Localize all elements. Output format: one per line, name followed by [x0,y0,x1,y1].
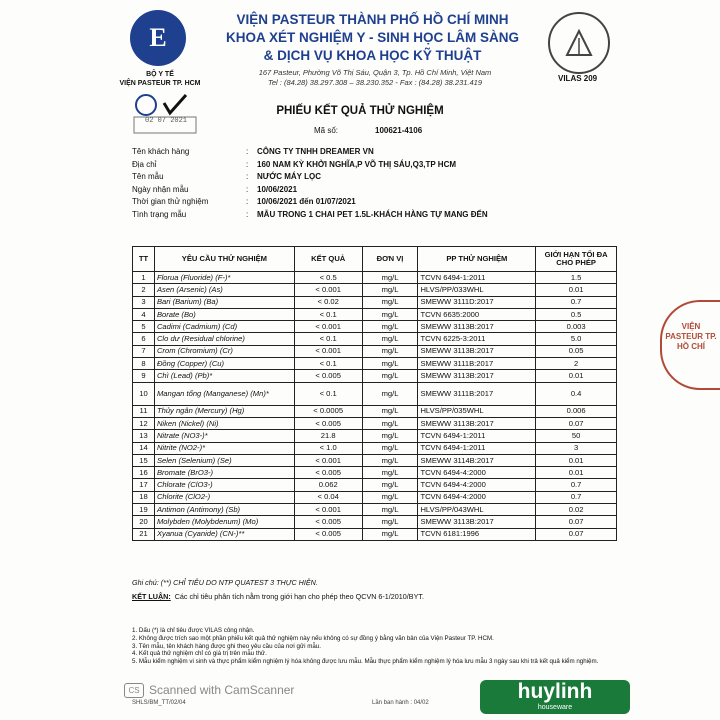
camscanner-watermark: CS Scanned with CamScanner [124,683,294,698]
stamp-date: 02 07 2021 [145,117,188,125]
issue-number: Lần ban hành : 04/02 [372,700,429,706]
max-limit: 0.02 [536,504,617,516]
unit: mg/L [362,417,418,429]
note-item: 5. Mẫu kiểm nghiệm vi sinh và thực phẩm kiểm nghiệm lý hóa không được lưu mẫu. Mẫu thực phẩm kiểm nghiệm lý hóa lưu mẫu 3 ngày sau khi trả kết quả kiểm nghiệm. [132,658,599,666]
test-name: Nitrate (NO3-)* [154,430,294,442]
max-limit: 0.01 [536,370,617,382]
report-title: PHIẾU KẾT QUẢ THỬ NGHIỆM [276,105,444,117]
test-method: TCVN 6494-1:2011 [418,272,536,284]
max-limit: 5.0 [536,333,617,345]
row-index: 19 [133,504,155,516]
row-index: 12 [133,417,155,429]
unit: mg/L [362,442,418,454]
test-name: Selen (Selenium) (Se) [154,454,294,466]
test-name: Bromate (BrO3-) [154,467,294,479]
row-index: 3 [133,296,155,308]
table-row [133,370,617,382]
accreditation-seal-icon [548,12,610,74]
result-value: < 0.001 [294,321,362,333]
table-row [133,417,617,429]
max-limit: 3 [536,442,617,454]
row-index: 15 [133,454,155,466]
test-name: Mangan tổng (Manganese) (Mn)* [154,382,294,405]
test-method: HLVS/PP/043WHL [418,504,536,516]
table-row [133,296,617,308]
info-row: Thời gian thử nghiệm : 10/06/2021 đến 01/07/2021 [132,197,356,207]
col-header: TT [133,247,155,272]
info-row: Tên mẫu : NƯỚC MÁY LỌC [132,172,321,182]
result-value: < 0.005 [294,467,362,479]
brand-name: huylinh [517,680,593,703]
test-method: TCVN 6635:2000 [418,308,536,320]
unit: mg/L [362,296,418,308]
result-value: < 0.005 [294,528,362,540]
test-method: TCVN 6494-4:2000 [418,479,536,491]
test-name: Xyanua (Cyanide) (CN-)** [154,528,294,540]
institute-name: VIỆN PASTEUR THÀNH PHỐ HỒ CHÍ MINH [236,12,509,27]
code-label: Mã số: [314,126,339,135]
table-row [133,345,617,357]
result-value: < 0.04 [294,491,362,503]
result-value: < 0.005 [294,417,362,429]
result-value: < 0.1 [294,308,362,320]
result-value: < 1.0 [294,442,362,454]
test-method: SMEWW 3113B:2017 [418,417,536,429]
row-index: 4 [133,308,155,320]
row-index: 9 [133,370,155,382]
result-value: 21.8 [294,430,362,442]
note-item: 2. Không được trích sao một phần phiếu kết quả thử nghiệm này nếu không có sự đồng ý bằng văn bản của Viện Pasteur TP. HCM. [132,634,494,642]
result-value: < 0.005 [294,370,362,382]
note-item: 1. Dấu (*) là chỉ tiêu được VILAS công nhận. [132,627,255,634]
row-index: 21 [133,528,155,540]
max-limit: 0.7 [536,479,617,491]
department-name: KHOA XÉT NGHIỆM Y - SINH HỌC LÂM SÀNG [225,30,520,45]
test-method: TCVN 6494-4:2000 [418,491,536,503]
test-name: Clo dư (Residual chlorine) [154,333,294,345]
max-limit: 2 [536,358,617,370]
test-method: SMEWW 3111B:2017 [418,382,536,405]
result-value: < 0.001 [294,454,362,466]
table-row [133,358,617,370]
red-seal-stamp: VIỆN PASTEUR TP. HỒ CHÍ [660,300,720,390]
table-row [133,442,617,454]
result-value: < 0.02 [294,296,362,308]
test-name: Borate (Bo) [154,308,294,320]
col-header: PP THỬ NGHIỆM [418,247,536,272]
max-limit: 0.07 [536,417,617,429]
test-method: TCVN 6494-4:2000 [418,467,536,479]
unit: mg/L [362,358,418,370]
row-index: 13 [133,430,155,442]
test-method: TCVN 6181:1996 [418,528,536,540]
table-row [133,284,617,296]
note-item: 4. Kết quả thử nghiệm chỉ có giá trị trên mẫu thử. [132,650,267,658]
results-body [133,272,617,541]
unit: mg/L [362,382,418,405]
result-value: < 0.0005 [294,405,362,417]
test-name: Chlorite (ClO2-) [154,491,294,503]
row-index: 1 [133,272,155,284]
max-limit: 0.07 [536,528,617,540]
note-item: 3. Tên mẫu, tên khách hàng được ghi theo yêu cầu của nơi gửi mẫu. [132,642,321,650]
test-method: TCVN 6494-1:2011 [418,430,536,442]
unit: mg/L [362,308,418,320]
test-name: Antimon (Antimony) (Sb) [154,504,294,516]
max-limit: 0.01 [536,284,617,296]
unit: mg/L [362,479,418,491]
table-header-row [133,247,617,272]
table-row [133,272,617,284]
row-index: 18 [133,491,155,503]
max-limit: 0.05 [536,345,617,357]
max-limit: 0.7 [536,296,617,308]
row-index: 5 [133,321,155,333]
table-row [133,430,617,442]
unit: mg/L [362,321,418,333]
footnote: Ghi chú: (**) CHỈ TIÊU DO NTP QUATEST 3 THỰC HIỆN. [132,578,318,587]
test-name: Asen (Arsenic) (As) [154,284,294,296]
unit: mg/L [362,333,418,345]
result-value: < 0.005 [294,516,362,528]
test-name: Chì (Lead) (Pb)* [154,370,294,382]
table-row [133,479,617,491]
table-row [133,454,617,466]
max-limit: 0.01 [536,454,617,466]
unit: mg/L [362,272,418,284]
result-value: < 0.1 [294,358,362,370]
institute-caption [110,70,210,88]
brand-sub: houseware [537,704,573,711]
info-row: Tình trạng mẫu : MẪU TRONG 1 CHAI PET 1.5L-KHÁCH HÀNG TỰ MANG ĐẾN [132,209,488,219]
test-name: Chlorate (ClO3-) [154,479,294,491]
table-row [133,321,617,333]
max-limit: 0.003 [536,321,617,333]
test-method: TCVN 6494-1:2011 [418,442,536,454]
test-name: Crom (Chromium) (Cr) [154,345,294,357]
max-limit: 0.5 [536,308,617,320]
unit: mg/L [362,467,418,479]
result-value: < 0.001 [294,345,362,357]
address-line: 167 Pasteur, Phường Võ Thị Sáu, Quận 3, Tp. Hồ Chí Minh, Việt Nam [258,68,492,77]
table-row [133,516,617,528]
row-index: 8 [133,358,155,370]
test-method: HLVS/PP/035WHL [418,405,536,417]
info-row: Địa chỉ : 160 NAM KỲ KHỞI NGHĨA,P VÕ THỊ SÁU,Q3,TP HCM [132,159,457,169]
table-row [133,333,617,345]
notes [132,627,612,666]
test-method: SMEWW 3111D:2017 [418,296,536,308]
test-name: Nitrite (NO2-)* [154,442,294,454]
row-index: 11 [133,405,155,417]
unit: mg/L [362,491,418,503]
test-method: SMEWW 3113B:2017 [418,516,536,528]
info-row: Ngày nhận mẫu : 10/06/2021 [132,184,298,194]
results-table [132,246,617,541]
max-limit: 1.5 [536,272,617,284]
test-method: SMEWW 3113B:2017 [418,345,536,357]
col-header: YÊU CẦU THỬ NGHIỆM [154,247,294,272]
test-name: Florua (Fluoride) (F-)* [154,272,294,284]
conclusion-label: KẾT LUẬN: [132,592,171,601]
row-index: 20 [133,516,155,528]
unit: mg/L [362,370,418,382]
table-row [133,504,617,516]
row-index: 14 [133,442,155,454]
result-value: < 0.1 [294,333,362,345]
pasteur-logo-icon: E [130,10,186,66]
unit: mg/L [362,454,418,466]
test-name: Đồng (Copper) (Cu) [154,358,294,370]
customer-info [132,147,632,223]
table-row [133,405,617,417]
row-index: 2 [133,284,155,296]
unit: mg/L [362,345,418,357]
info-row: Tên khách hàng : CÔNG TY TNHH DREAMER VN [132,147,374,156]
result-value: 0.062 [294,479,362,491]
test-name: Molybden (Molybdenum) (Mo) [154,516,294,528]
code-value: 100621-4106 [375,126,423,135]
max-limit: 0.4 [536,382,617,405]
unit: mg/L [362,284,418,296]
department-subtitle: & DỊCH VỤ KHOA HỌC KỸ THUẬT [263,48,482,63]
test-name: Bari (Barium) (Ba) [154,296,294,308]
institute-short-label: VIỆN PASTEUR TP. HCM [119,80,201,87]
max-limit: 50 [536,430,617,442]
unit: mg/L [362,504,418,516]
max-limit: 0.01 [536,467,617,479]
conclusion-text: Các chỉ tiêu phân tích nằm trong giới hạn cho phép theo QCVN 6-1/2010/BYT. [174,592,424,601]
col-header: ĐƠN VỊ [362,247,418,272]
institute-address [220,68,530,88]
col-header: KẾT QUẢ [294,247,362,272]
unit: mg/L [362,516,418,528]
max-limit: 0.07 [536,516,617,528]
camscanner-icon: CS [124,683,144,698]
test-method: SMEWW 3111B:2017 [418,358,536,370]
col-header: GIỚI HẠN TỐI ĐA CHO PHÉP [536,247,617,272]
test-name: Thủy ngân (Mercury) (Hg) [154,405,294,417]
row-index: 16 [133,467,155,479]
row-index: 10 [133,382,155,405]
table-row [133,467,617,479]
result-value: < 0.1 [294,382,362,405]
table-row [133,382,617,405]
test-method: SMEWW 3113B:2017 [418,321,536,333]
vilas-code: VILAS 209 [558,74,598,83]
result-value: < 0.001 [294,504,362,516]
form-code: SHLS/BM_TT/02/04 [132,700,186,706]
test-name: Niken (Nickel) (Ni) [154,417,294,429]
unit: mg/L [362,430,418,442]
phone-line: Tel : (84.28) 38.297.308 – 38.230.352 - Fax : (84.28) 38.231.419 [267,78,483,87]
ministry-label: BỘ Y TẾ [146,71,174,78]
row-index: 6 [133,333,155,345]
max-limit: 0.006 [536,405,617,417]
test-method: HLVS/PP/033WHL [418,284,536,296]
row-index: 17 [133,479,155,491]
result-value: < 0.001 [294,284,362,296]
test-name: Cadimi (Cadmium) (Cd) [154,321,294,333]
result-value: < 0.5 [294,272,362,284]
table-row [133,308,617,320]
brand-logo [480,680,630,714]
test-method: TCVN 6225-3:2011 [418,333,536,345]
unit: mg/L [362,528,418,540]
row-index: 7 [133,345,155,357]
max-limit: 0.7 [536,491,617,503]
unit: mg/L [362,405,418,417]
test-method: SMEWW 3113B:2017 [418,370,536,382]
table-row [133,491,617,503]
conclusion [132,592,424,601]
table-row [133,528,617,540]
test-method: SMEWW 3114B:2017 [418,454,536,466]
